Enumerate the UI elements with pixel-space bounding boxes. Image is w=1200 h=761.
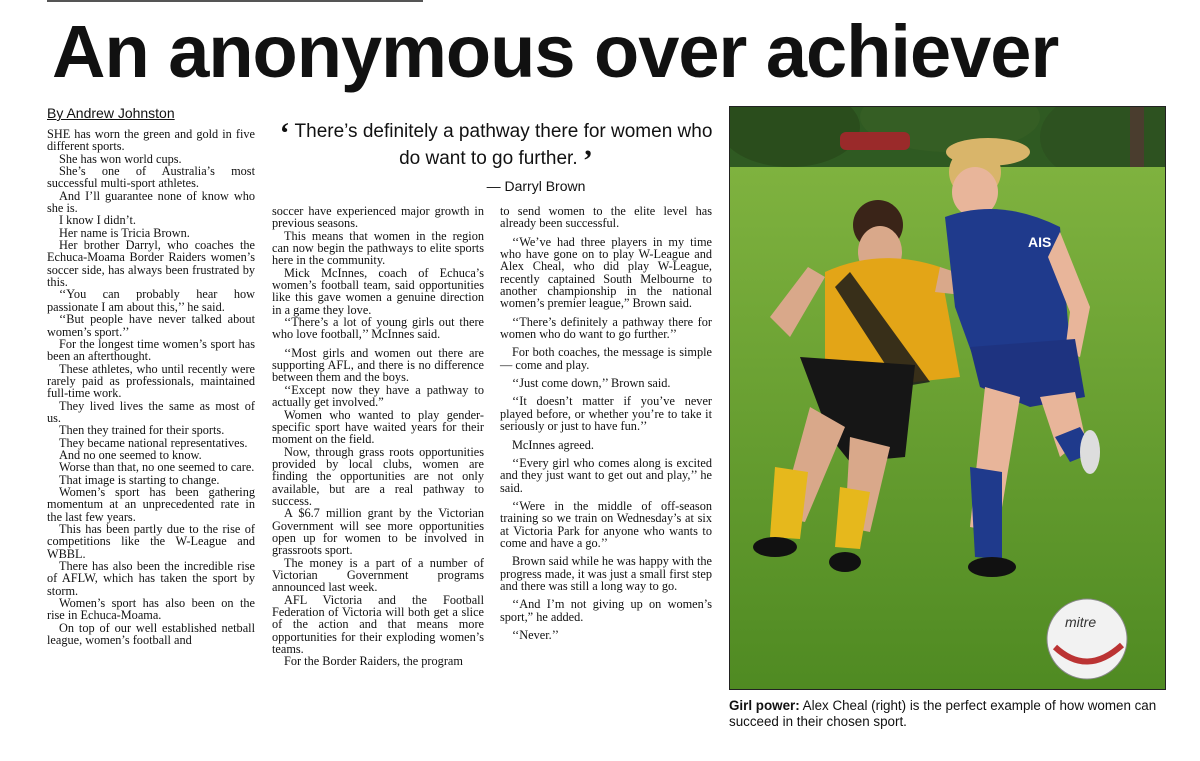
article-column-1 [47, 128, 255, 646]
paragraph: This has been partly due to the rise of competitions like the W-League and WBBL. [47, 522, 255, 561]
article-column-2 [272, 205, 484, 668]
paragraph: ‘‘Were in the middle of off-season training so we train on Wednesday’s at six at Victoria Park for anyone who wants to come and have a go.’’ [500, 498, 712, 550]
paragraph: For the longest time women’s sport has been an afterthought. [47, 336, 255, 364]
pull-quote-attribution: — Darryl Brown [486, 178, 586, 194]
paragraph: For the Border Raiders, the program [284, 654, 463, 669]
paragraph: She’s one of Australia’s most successful multi-sport athletes. [47, 164, 255, 191]
photo-illustration [730, 107, 1166, 690]
paragraph: ‘‘Every girl who comes along is excited and they just want to get out and play,’’ he said. [500, 455, 712, 495]
paragraph: Her brother Darryl, who coaches the Echuca-Moama Border Raiders women’s soccer side, has always been frustrated by this. [47, 238, 255, 290]
close-quote-mark: ’ [582, 144, 593, 177]
paragraph: For both coaches, the message is simple — come and play. [500, 345, 712, 372]
paragraph: ‘‘You can probably hear how passionate I am about this,’’ he said. [47, 287, 255, 314]
paragraph: Brown said while he was happy with the progress made, it was just a small first step and there was still a long way to go. [500, 554, 712, 593]
paragraph: This means that women in the region can now begin the pathways to elite sports here in the community. [272, 228, 484, 268]
ball-brand-text: mitre [1065, 614, 1097, 630]
paragraph: There has also been the incredible rise of AFLW, which has taken the sport by storm. [47, 559, 255, 598]
caption-text: Alex Cheal (right) is the perfect example of how women can succeed in their chosen sport. [729, 698, 1157, 729]
paragraph: ‘‘But people have never talked about women’s sport.’’ [47, 312, 255, 339]
paragraph: to send women to the elite level has already been successful. [500, 204, 712, 231]
paragraph: Mick McInnes, coach of Echuca’s women’s football team, said opportunities like this gave women a genuine direction in a game they love. [272, 265, 484, 317]
paragraph: ‘‘We’ve had three players in my time who have gone on to play W-League and Alex Cheal, who did play W-League, recently captained South Melbourne to another championship in the national women’s premier league,” Brown said. [500, 234, 712, 311]
paragraph: The money is a part of a number of Victorian Government programs announced last week. [272, 555, 484, 595]
paragraph: ‘‘And I’m not giving up on women’s sport,” he added. [500, 597, 712, 624]
paragraph: They became national representatives. [59, 435, 248, 450]
paragraph: ‘‘There’s definitely a pathway there for women who do want to go further.’’ [500, 314, 712, 342]
paragraph: That image is starting to change. [59, 472, 220, 487]
soccer-ball [1047, 599, 1127, 679]
paragraph: A $6.7 million grant by the Victorian Government will see more opportunities open up for women to be involved in grassroots sport. [272, 506, 484, 558]
paragraph: ‘‘Just come down,’’ Brown said. [512, 376, 671, 391]
paragraph: SHE has worn the green and gold in five different sports. [47, 127, 255, 154]
paragraph: AFL Victoria and the Football Federation of Victoria will both get a slice of the action and that means more opportunities for their exploding women’s teams. [272, 592, 484, 657]
top-rule [47, 0, 423, 2]
paragraph: They lived lives the same as most of us. [47, 398, 255, 425]
paragraph: ‘‘There’s a lot of young girls out there who love football,’’ McInnes said. [272, 315, 484, 342]
paragraph: I know I didn’t. [59, 213, 136, 228]
caption-lead: Girl power: [729, 698, 800, 713]
byline: By Andrew Johnston [47, 105, 175, 121]
pull-quote [278, 117, 714, 177]
paragraph: Now, through grass roots opportunities provided by local clubs, women are finding the opportunities are not only available, but are a real pathway to success. [272, 444, 484, 508]
paragraph: McInnes agreed. [512, 437, 594, 452]
paragraph: soccer have experienced major growth in previous seasons. [272, 204, 484, 231]
paragraph: She has won world cups. [59, 151, 182, 166]
open-quote-mark: ‘ [279, 117, 290, 150]
paragraph: On top of our well established netball league, women’s football and [47, 620, 255, 648]
paragraph: And no one seemed to know. [59, 447, 202, 462]
article-column-3 [500, 205, 712, 641]
paragraph: These athletes, who until recently were rarely paid as professionals, maintained full-time work. [47, 361, 255, 401]
paragraph: Women’s sport has been gathering momentum at an unprecedented rate in the last few years. [47, 484, 255, 524]
paragraph: Women’s sport has also been on the rise in Echuca-Moama. [47, 596, 255, 623]
paragraph: ‘‘It doesn’t matter if you’ve never played before, or whether you’re to take it seriously or just to have fun.’’ [500, 394, 712, 434]
paragraph: Worse than that, no one seemed to care. [59, 460, 255, 475]
paragraph: ‘‘Except now they have a pathway to actually get involved.” [272, 382, 484, 410]
paragraph: Her name is Tricia Brown. [59, 225, 190, 240]
paragraph: ‘‘Never.’’ [512, 627, 559, 642]
paragraph: Women who wanted to play gender-specific sport have waited years for their moment on the field. [272, 407, 484, 447]
jersey-text: AIS [1028, 234, 1052, 250]
headline: An anonymous over achiever [52, 10, 1059, 93]
photo-caption [729, 698, 1169, 730]
distant-car [840, 132, 910, 150]
paragraph: And I’ll guarantee none of know who she is. [47, 188, 255, 216]
pull-quote-text: There’s definitely a pathway there for women who do want to go further. [294, 121, 713, 169]
paragraph: ‘‘Most girls and women out there are supporting AFL, and there is no difference between them and the boys. [272, 345, 484, 385]
paragraph: Then they trained for their sports. [59, 423, 225, 438]
soccer-photo [729, 106, 1166, 690]
